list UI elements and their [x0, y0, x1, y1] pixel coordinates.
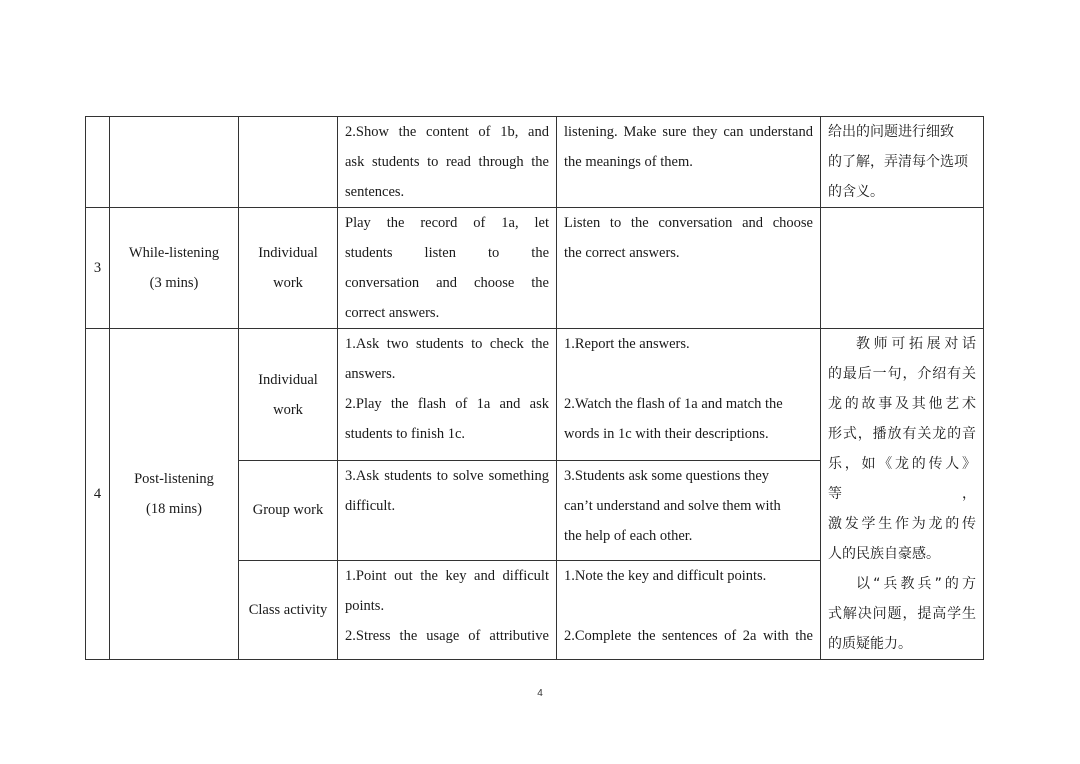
design-purpose-cell: 给出的问题进行细致 的了解，弄清每个选项 的含义。	[821, 117, 984, 208]
student-activity-cell: listening. Make sure they can understand the meanings of them.	[557, 117, 821, 208]
table-row	[86, 117, 984, 208]
teacher-activity-cell: 2.Show the content of 1b, and ask students to read through the sentences.	[338, 117, 557, 208]
teacher-activity-cell: 1.Point out the key and difficult points. 2.Stress the usage of attributive	[338, 560, 557, 659]
design-purpose-cell: 教师可拓展对话 的最后一句，介绍有关 龙的故事及其他艺术 形式，播放有关龙的音 乐，如《龙的传人》等， 激发学生作为龙的传 人的民族自豪感。 以“兵教兵”的方 式解决问题，提高学生 的质疑能力。	[821, 329, 984, 660]
mode-cell	[239, 117, 338, 208]
student-activity-cell: Listen to the conversation and choose the correct answers.	[557, 208, 821, 329]
table-row	[86, 208, 984, 329]
student-activity-cell: 3.Students ask some questions they can’t understand and solve them with the help of each other.	[557, 461, 821, 560]
design-purpose-cell	[821, 208, 984, 329]
step-number-cell	[86, 117, 110, 208]
lesson-plan-table	[85, 116, 984, 660]
mode-cell: Individual work	[239, 208, 338, 329]
stage-name: While-listening	[128, 245, 220, 261]
student-activity-cell: 1.Note the key and difficult points. 2.Complete the sentences of 2a with the	[557, 560, 821, 659]
stage-name: Post-listening	[134, 471, 214, 487]
step-number: 3	[86, 208, 110, 329]
step-number: 4	[86, 329, 110, 660]
table-row	[86, 329, 984, 461]
teacher-activity-cell: Play the record of 1a, let students listen to the conversation and choose the correct answers.	[338, 208, 557, 329]
teacher-activity-cell: 1.Ask two students to check the answers. 2.Play the flash of 1a and ask students to finish 1c.	[338, 329, 557, 461]
teacher-activity-cell: 3.Ask students to solve something difficult.	[338, 461, 557, 560]
mode-cell: Class activity	[239, 560, 338, 659]
mode-cell: Individual work	[239, 329, 338, 461]
stage-time: (3 mins)	[149, 275, 199, 291]
page-number: 4	[537, 688, 543, 699]
stage-time: (18 mins)	[146, 501, 202, 517]
stage-cell	[110, 117, 239, 208]
student-activity-cell: 1.Report the answers. 2.Watch the flash of 1a and match the words in 1c with their descriptions.	[557, 329, 821, 461]
mode-cell: Group work	[239, 461, 338, 560]
stage-cell	[110, 329, 239, 660]
stage-cell	[110, 208, 239, 329]
